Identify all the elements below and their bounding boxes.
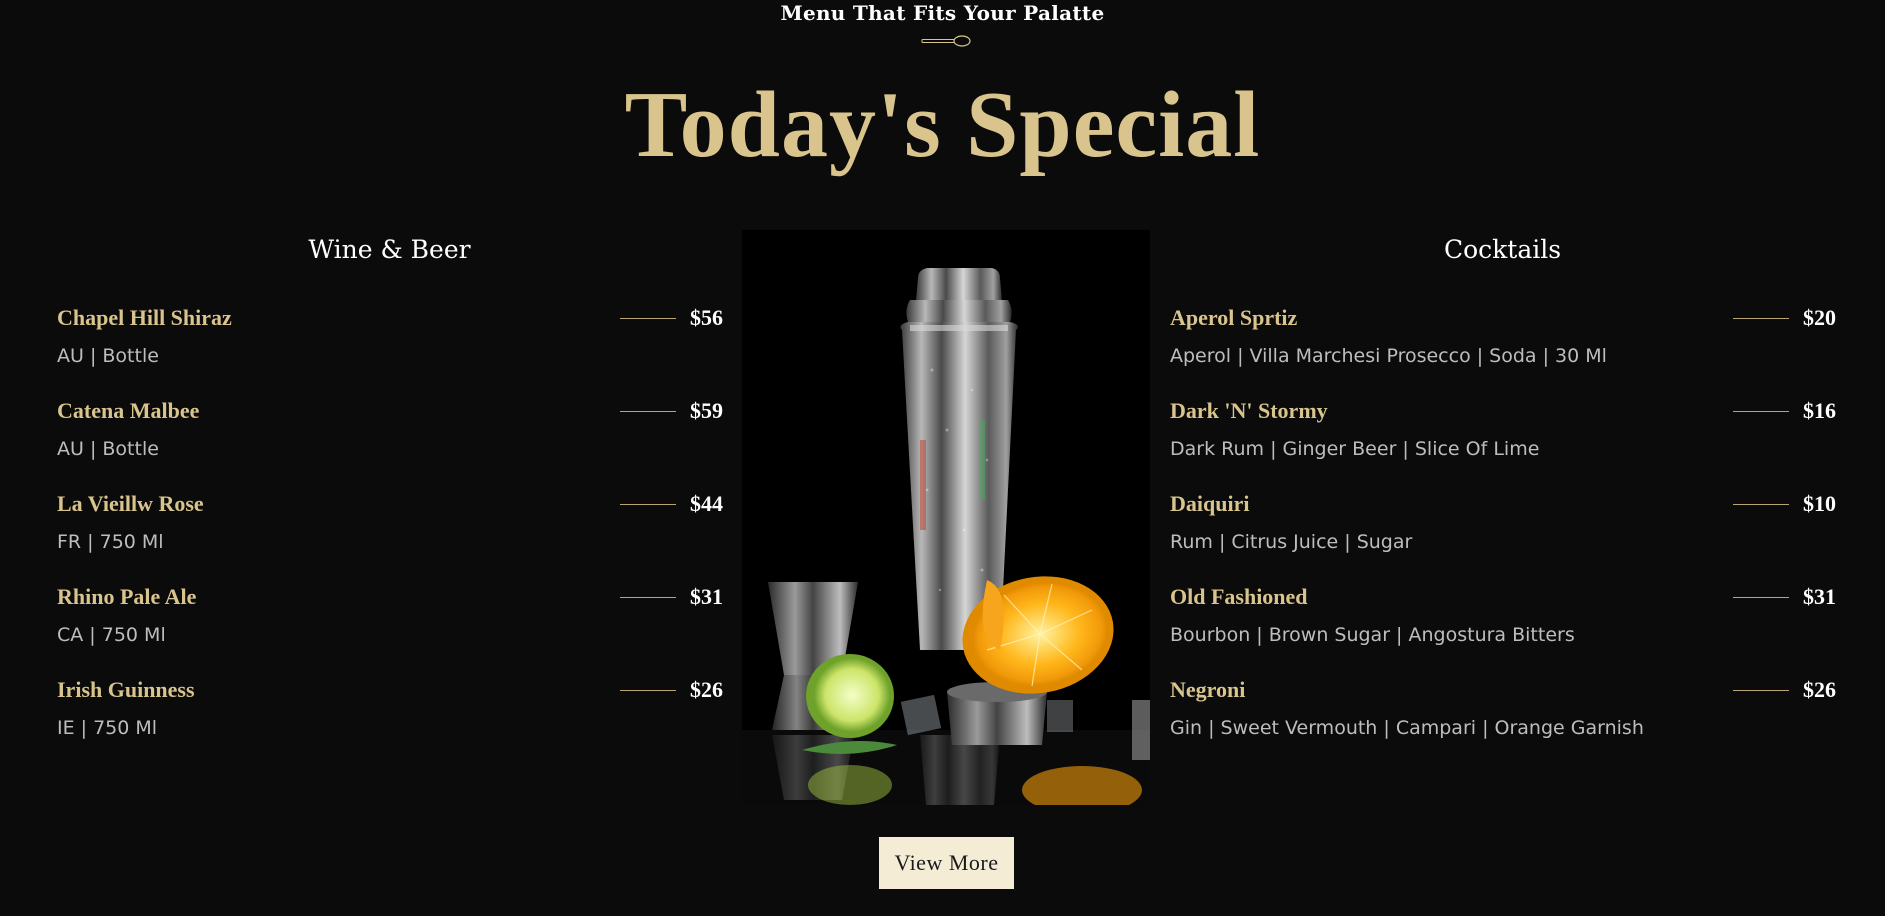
price-divider	[1733, 504, 1789, 505]
item-description: Gin | Sweet Vermouth | Campari | Orange Garnish	[1170, 717, 1644, 739]
menu-item	[1170, 393, 1836, 486]
menu-item	[1170, 672, 1836, 765]
view-more-button[interactable]: View More	[879, 837, 1014, 889]
item-price: $10	[1803, 491, 1836, 516]
menu-item	[57, 300, 723, 393]
price-divider	[620, 597, 676, 598]
item-name: Irish Guinness	[57, 677, 195, 702]
item-name: Rhino Pale Ale	[57, 584, 197, 609]
price-divider	[1733, 690, 1789, 691]
item-description: CA | 750 Ml	[57, 624, 166, 646]
item-description: Dark Rum | Ginger Beer | Slice Of Lime	[1170, 438, 1540, 460]
item-name: Old Fashioned	[1170, 584, 1308, 609]
item-price: $20	[1803, 305, 1836, 330]
price-divider	[620, 411, 676, 412]
menu-item	[1170, 579, 1836, 672]
price-divider	[1733, 318, 1789, 319]
price-divider	[1733, 597, 1789, 598]
menu-item	[1170, 486, 1836, 579]
menu-item	[57, 672, 723, 765]
page-title: Today's Special	[624, 73, 1261, 177]
item-price: $44	[690, 491, 723, 516]
item-description: AU | Bottle	[57, 438, 159, 460]
item-price: $31	[690, 584, 723, 609]
item-price: $59	[690, 398, 723, 423]
item-price: $26	[1803, 677, 1836, 702]
item-name: Daiquiri	[1170, 491, 1250, 516]
cocktails-list	[1170, 300, 1836, 765]
spoon-icon	[920, 34, 972, 48]
item-price: $16	[1803, 398, 1836, 423]
item-price: $26	[690, 677, 723, 702]
item-description: Rum | Citrus Juice | Sugar	[1170, 531, 1413, 553]
cocktail-shaker-photo	[742, 230, 1150, 805]
menu-item	[57, 393, 723, 486]
menu-item	[57, 486, 723, 579]
item-name: Negroni	[1170, 677, 1246, 702]
menu-item	[57, 579, 723, 672]
price-divider	[1733, 411, 1789, 412]
wine-beer-list	[57, 300, 723, 765]
price-divider	[620, 690, 676, 691]
item-price: $31	[1803, 584, 1836, 609]
item-name: Dark 'N' Stormy	[1170, 398, 1328, 423]
item-price: $56	[690, 305, 723, 330]
item-description: Aperol | Villa Marchesi Prosecco | Soda | 30 Ml	[1170, 345, 1607, 367]
item-name: Aperol Sprtiz	[1170, 305, 1298, 330]
price-divider	[620, 504, 676, 505]
cocktails-heading: Cocktails	[1443, 235, 1562, 264]
item-name: Chapel Hill Shiraz	[57, 305, 232, 330]
item-description: FR | 750 Ml	[57, 531, 164, 553]
menu-item	[1170, 300, 1836, 393]
section-eyebrow: Menu That Fits Your Palatte	[780, 1, 1105, 25]
wine-beer-heading: Wine & Beer	[308, 235, 471, 264]
item-description: Bourbon | Brown Sugar | Angostura Bitters	[1170, 624, 1575, 646]
item-name: Catena Malbee	[57, 398, 200, 423]
item-name: La Vieillw Rose	[57, 491, 204, 516]
item-description: IE | 750 Ml	[57, 717, 158, 739]
price-divider	[620, 318, 676, 319]
item-description: AU | Bottle	[57, 345, 159, 367]
